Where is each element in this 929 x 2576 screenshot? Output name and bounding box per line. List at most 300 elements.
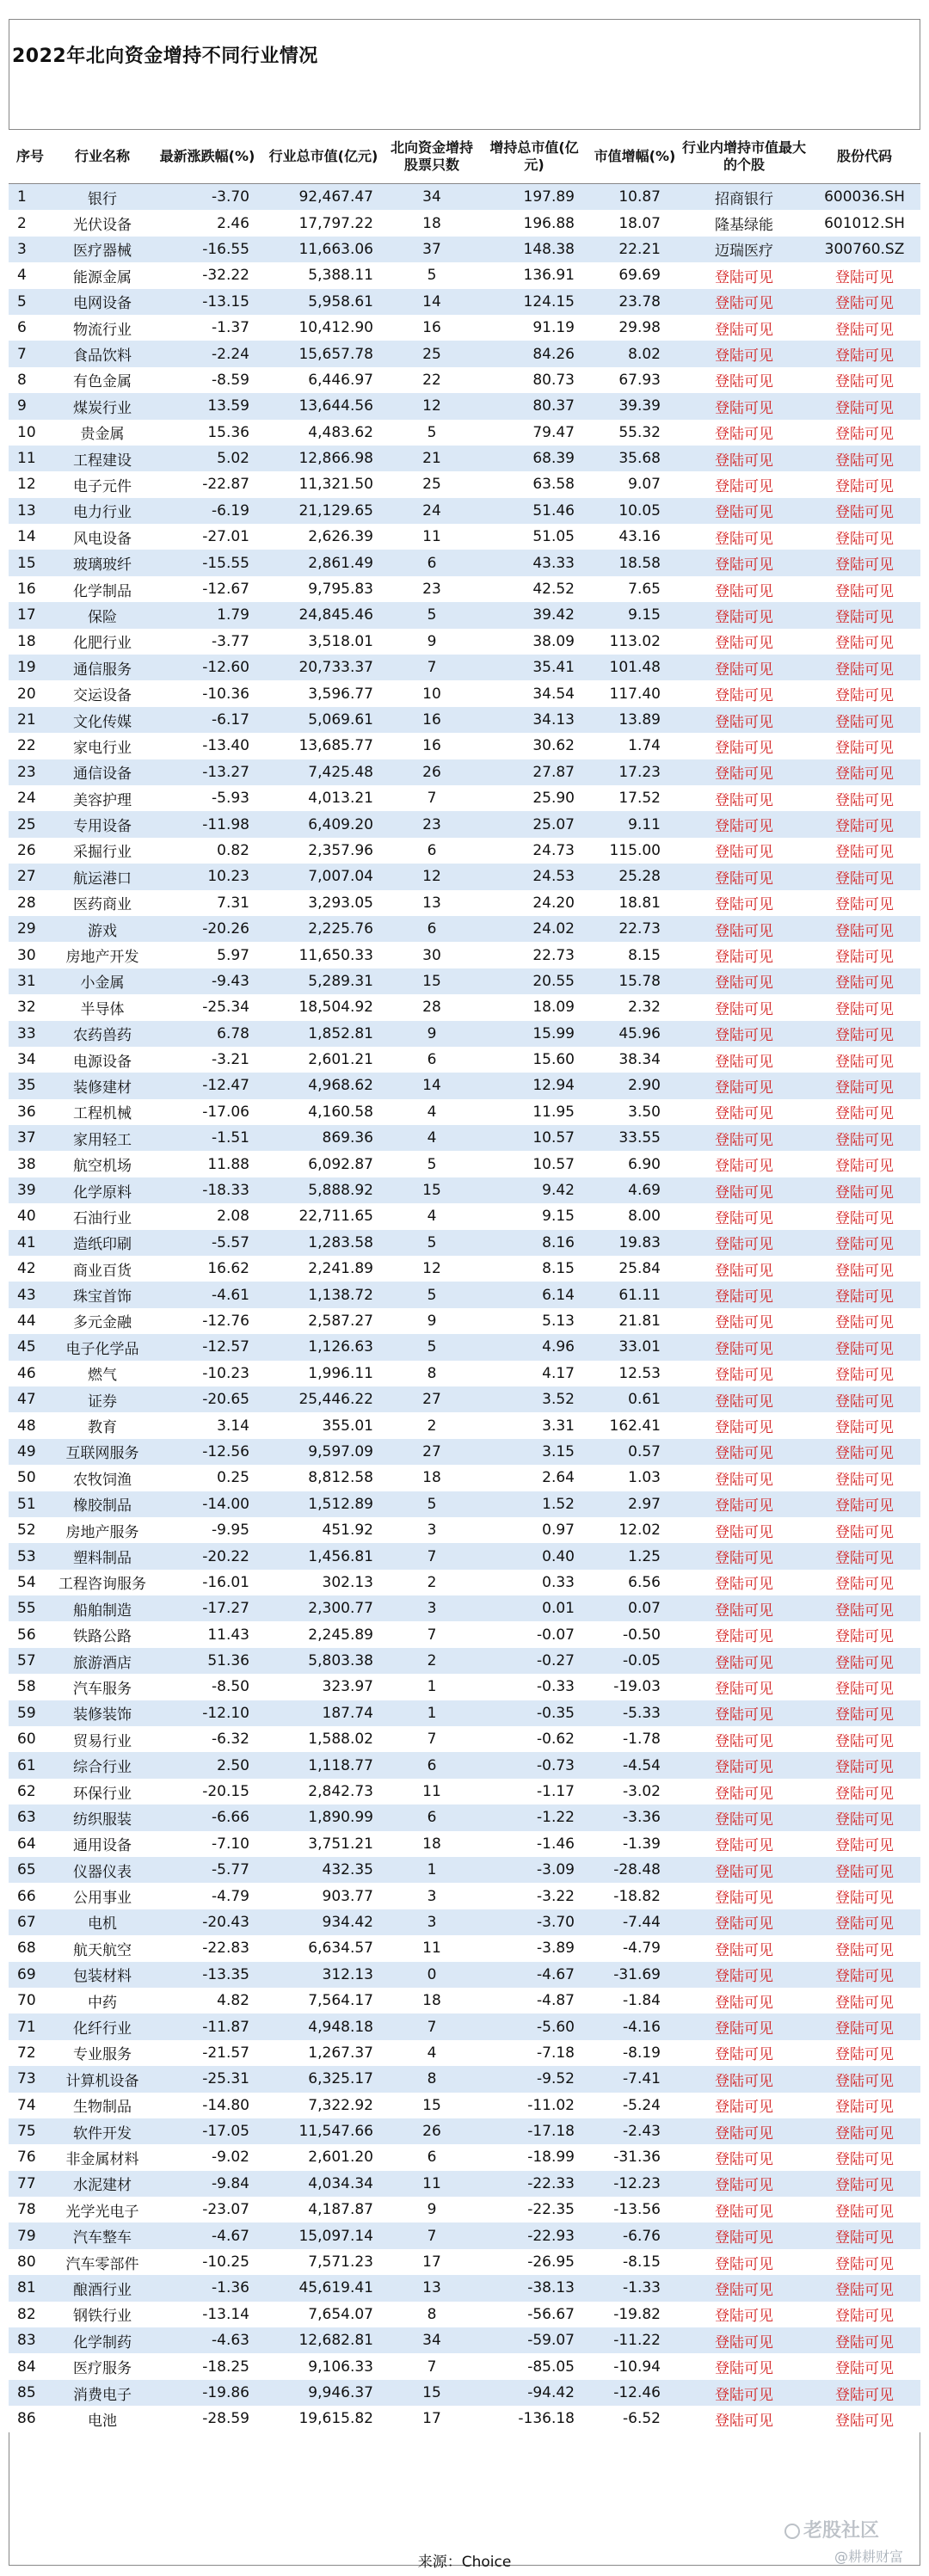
industry-name: 电力行业 [52,498,153,524]
top-stock: 登陆可见 [680,1125,809,1151]
market-cap: 10,412.90 [261,315,385,341]
table-row [9,1361,920,1386]
top-stock: 登陆可见 [680,2302,809,2327]
stock-count: 13 [385,890,478,916]
stock-count: 17 [385,2249,478,2275]
stock-code: 登陆可见 [809,1361,920,1386]
top-stock: 登陆可见 [680,2144,809,2170]
market-cap: 2,587.27 [261,1308,385,1334]
top-stock: 登陆可见 [680,446,809,471]
industry-name: 贵金属 [52,420,153,446]
top-stock: 登陆可见 [680,1099,809,1125]
stock-count: 16 [385,733,478,759]
increase-pct: -13.56 [590,2197,680,2222]
market-cap: 323.97 [261,1674,385,1700]
industry-name: 通用设备 [52,1831,153,1857]
stock-count: 9 [385,629,478,655]
increase-value: -56.67 [478,2302,590,2327]
increase-pct: -3.36 [590,1804,680,1830]
market-cap: 7,571.23 [261,2249,385,2275]
top-stock: 登陆可见 [680,602,809,628]
increase-pct: 6.56 [590,1570,680,1595]
stock-count: 1 [385,1700,478,1726]
table-row [9,1883,920,1909]
stock-count: 5 [385,1491,478,1517]
change-pct: -12.67 [153,576,261,602]
increase-value: 24.73 [478,838,590,864]
change-pct: -6.66 [153,1804,261,1830]
market-cap: 17,797.22 [261,210,385,236]
table-row [9,785,920,811]
table-row [9,1935,920,1961]
top-stock: 登陆可见 [680,2093,809,2118]
change-pct: -18.25 [153,2353,261,2379]
market-cap: 4,948.18 [261,2013,385,2039]
increase-value: 84.26 [478,341,590,366]
top-stock: 登陆可见 [680,994,809,1020]
increase-pct: 117.40 [590,680,680,706]
row-index: 23 [9,759,52,785]
industry-name: 房地产开发 [52,942,153,968]
industry-name: 证券 [52,1386,153,1412]
row-index: 28 [9,890,52,916]
stock-count: 23 [385,576,478,602]
industry-name: 美容护理 [52,785,153,811]
industry-name: 橡胶制品 [52,1491,153,1517]
column-header: 行业内增持市值最大的个股 [680,130,809,184]
market-cap: 451.92 [261,1517,385,1543]
stock-count: 9 [385,1021,478,1047]
stock-count: 9 [385,1308,478,1334]
top-stock: 登陆可见 [680,864,809,889]
industry-name: 医疗服务 [52,2353,153,2379]
market-cap: 2,842.73 [261,1779,385,1804]
row-index: 15 [9,550,52,575]
stock-code: 登陆可见 [809,2013,920,2039]
industry-name: 专业服务 [52,2040,153,2066]
industry-name: 房地产服务 [52,1517,153,1543]
market-cap: 25,446.22 [261,1386,385,1412]
industry-name: 造纸印刷 [52,1230,153,1256]
row-index: 38 [9,1151,52,1177]
change-pct: -8.50 [153,1674,261,1700]
table-row [9,1752,920,1778]
table-row [9,524,920,550]
stock-code: 登陆可见 [809,602,920,628]
industry-name: 仪器仪表 [52,1857,153,1883]
stock-code: 登陆可见 [809,1151,920,1177]
top-stock: 登陆可见 [680,1595,809,1621]
stock-count: 18 [385,1988,478,2013]
change-pct: -4.79 [153,1883,261,1909]
row-index: 13 [9,498,52,524]
market-cap: 3,596.77 [261,680,385,706]
stock-count: 4 [385,1125,478,1151]
market-cap: 20,733.37 [261,655,385,680]
increase-value: 34.54 [478,680,590,706]
stock-count: 14 [385,289,478,315]
top-stock: 登陆可见 [680,1674,809,1700]
top-stock: 登陆可见 [680,942,809,968]
increase-value: 79.47 [478,420,590,446]
stock-code: 登陆可见 [809,1386,920,1412]
change-pct: -9.95 [153,1517,261,1543]
increase-pct: 3.50 [590,1099,680,1125]
industry-name: 航运港口 [52,864,153,889]
table-row [9,655,920,680]
stock-code: 登陆可见 [809,916,920,942]
increase-value: -22.35 [478,2197,590,2222]
row-index: 59 [9,1700,52,1726]
market-cap: 7,654.07 [261,2302,385,2327]
row-index: 68 [9,1935,52,1961]
row-index: 37 [9,1125,52,1151]
market-cap: 9,597.09 [261,1439,385,1465]
change-pct: -16.01 [153,1570,261,1595]
stock-code: 登陆可见 [809,1831,920,1857]
increase-pct: 101.48 [590,655,680,680]
industry-name: 电子元件 [52,471,153,497]
increase-pct: -4.16 [590,2013,680,2039]
change-pct: 3.14 [153,1412,261,1438]
stock-count: 5 [385,1282,478,1307]
increase-pct: -6.52 [590,2406,680,2432]
change-pct: -4.67 [153,2222,261,2248]
table-row [9,1203,920,1229]
stock-code: 登陆可见 [809,2222,920,2248]
market-cap: 1,890.99 [261,1804,385,1830]
row-index: 43 [9,1282,52,1307]
industry-name: 电子化学品 [52,1334,153,1360]
increase-value: -0.35 [478,1700,590,1726]
industry-name: 非金属材料 [52,2144,153,2170]
industry-name: 包装材料 [52,1962,153,1988]
change-pct: -13.27 [153,759,261,785]
table-row [9,2222,920,2248]
market-cap: 934.42 [261,1909,385,1935]
change-pct: -4.63 [153,2327,261,2353]
top-stock: 登陆可见 [680,2118,809,2144]
increase-value: -0.07 [478,1621,590,1647]
table-row [9,2093,920,2118]
increase-value: 80.73 [478,367,590,393]
increase-value: 91.19 [478,315,590,341]
table-row [9,1857,920,1883]
change-pct: -12.10 [153,1700,261,1726]
increase-pct: 22.73 [590,916,680,942]
stock-count: 6 [385,1804,478,1830]
increase-pct: 6.90 [590,1151,680,1177]
top-stock: 登陆可见 [680,759,809,785]
stock-code: 登陆可见 [809,2066,920,2092]
stock-code: 登陆可见 [809,2171,920,2197]
top-stock: 登陆可见 [680,733,809,759]
change-pct: -21.57 [153,2040,261,2066]
top-stock: 登陆可见 [680,1543,809,1569]
row-index: 80 [9,2249,52,2275]
increase-pct: 1.25 [590,1543,680,1569]
increase-value: 4.17 [478,1361,590,1386]
row-index: 41 [9,1230,52,1256]
top-stock: 登陆可见 [680,1465,809,1491]
market-cap: 1,138.72 [261,1282,385,1307]
stock-code: 登陆可见 [809,733,920,759]
increase-pct: 113.02 [590,629,680,655]
increase-pct: 35.68 [590,446,680,471]
stock-count: 5 [385,262,478,288]
stock-count: 4 [385,1203,478,1229]
increase-value: -17.18 [478,2118,590,2144]
row-index: 71 [9,2013,52,2039]
stock-count: 37 [385,237,478,262]
stock-count: 7 [385,2013,478,2039]
table-row [9,341,920,366]
industry-name: 能源金属 [52,262,153,288]
market-cap: 4,187.87 [261,2197,385,2222]
table-row [9,2327,920,2353]
market-cap: 5,289.31 [261,968,385,994]
increase-value: 38.09 [478,629,590,655]
top-stock: 登陆可见 [680,1648,809,1674]
top-stock: 登陆可见 [680,1256,809,1282]
increase-value: 35.41 [478,655,590,680]
top-stock: 登陆可见 [680,2327,809,2353]
increase-pct: 45.96 [590,1021,680,1047]
increase-pct: 4.69 [590,1177,680,1203]
top-stock: 登陆可见 [680,2222,809,2248]
change-pct: -16.55 [153,237,261,262]
increase-value: 68.39 [478,446,590,471]
industry-name: 医疗器械 [52,237,153,262]
stock-code: 登陆可见 [809,1909,920,1935]
top-stock: 登陆可见 [680,707,809,733]
top-stock: 登陆可见 [680,1230,809,1256]
increase-pct: -3.02 [590,1779,680,1804]
stock-count: 18 [385,1831,478,1857]
stock-count: 6 [385,916,478,942]
stock-code: 登陆可见 [809,498,920,524]
industry-name: 公用事业 [52,1883,153,1909]
table-row [9,942,920,968]
industry-name: 工程机械 [52,1099,153,1125]
column-header: 股份代码 [809,130,920,184]
industry-name: 互联网服务 [52,1439,153,1465]
change-pct: -18.33 [153,1177,261,1203]
increase-pct: -1.84 [590,1988,680,2013]
increase-pct: -12.23 [590,2171,680,2197]
stock-count: 27 [385,1439,478,1465]
stock-code: 登陆可见 [809,942,920,968]
industry-name: 专用设备 [52,811,153,837]
stock-count: 18 [385,210,478,236]
increase-pct: 12.02 [590,1517,680,1543]
stock-code: 登陆可见 [809,1804,920,1830]
increase-pct: -5.24 [590,2093,680,2118]
increase-value: -7.18 [478,2040,590,2066]
increase-pct: 2.32 [590,994,680,1020]
table-row [9,811,920,837]
increase-pct: 10.87 [590,184,680,211]
stock-code: 登陆可见 [809,1256,920,1282]
increase-value: -136.18 [478,2406,590,2432]
increase-value: -94.42 [478,2380,590,2406]
row-index: 64 [9,1831,52,1857]
table-row [9,2353,920,2379]
increase-value: 3.15 [478,1439,590,1465]
table-row [9,210,920,236]
row-index: 79 [9,2222,52,2248]
increase-value: 8.16 [478,1230,590,1256]
market-cap: 18,504.92 [261,994,385,1020]
stock-count: 8 [385,2302,478,2327]
top-stock: 登陆可见 [680,1203,809,1229]
industry-name: 游戏 [52,916,153,942]
change-pct: -20.22 [153,1543,261,1569]
increase-pct: 2.90 [590,1073,680,1098]
increase-pct: 10.05 [590,498,680,524]
increase-value: -0.27 [478,1648,590,1674]
stock-count: 3 [385,1517,478,1543]
stock-code: 登陆可见 [809,890,920,916]
top-stock: 登陆可见 [680,629,809,655]
industry-name: 煤炭行业 [52,393,153,419]
column-header: 北向资金增持股票只数 [385,130,478,184]
market-cap: 11,321.50 [261,471,385,497]
increase-value: -11.02 [478,2093,590,2118]
stock-count: 14 [385,1073,478,1098]
top-stock: 登陆可见 [680,498,809,524]
row-index: 75 [9,2118,52,2144]
row-index: 2 [9,210,52,236]
table-row [9,1517,920,1543]
market-cap: 2,245.89 [261,1621,385,1647]
stock-count: 27 [385,1386,478,1412]
top-stock: 登陆可见 [680,576,809,602]
row-index: 70 [9,1988,52,2013]
increase-pct: 7.65 [590,576,680,602]
increase-value: 25.07 [478,811,590,837]
increase-pct: 1.74 [590,733,680,759]
table-row [9,707,920,733]
table-row [9,2249,920,2275]
increase-value: 51.46 [478,498,590,524]
increase-pct: 55.32 [590,420,680,446]
increase-pct: -4.79 [590,1935,680,1961]
stock-code: 登陆可见 [809,1674,920,1700]
row-index: 36 [9,1099,52,1125]
top-stock: 登陆可见 [680,2406,809,2432]
stock-count: 2 [385,1570,478,1595]
market-cap: 1,126.63 [261,1334,385,1360]
column-header: 行业名称 [52,130,153,184]
increase-pct: -28.48 [590,1857,680,1883]
change-pct: 0.25 [153,1465,261,1491]
top-stock: 登陆可见 [680,1517,809,1543]
increase-pct: -31.36 [590,2144,680,2170]
stock-count: 21 [385,446,478,471]
row-index: 16 [9,576,52,602]
row-index: 32 [9,994,52,1020]
top-stock: 登陆可见 [680,1334,809,1360]
top-stock: 登陆可见 [680,1935,809,1961]
market-cap: 6,092.87 [261,1151,385,1177]
stock-count: 23 [385,811,478,837]
industry-name: 医药商业 [52,890,153,916]
table-row [9,1779,920,1804]
top-stock: 登陆可见 [680,1151,809,1177]
market-cap: 2,861.49 [261,550,385,575]
market-cap: 2,241.89 [261,1256,385,1282]
table-row [9,2144,920,2170]
table-row [9,2013,920,2039]
stock-code: 登陆可见 [809,1621,920,1647]
stock-count: 10 [385,680,478,706]
table-row [9,1099,920,1125]
change-pct: -6.17 [153,707,261,733]
industry-name: 家电行业 [52,733,153,759]
top-stock: 登陆可见 [680,2040,809,2066]
stock-count: 5 [385,1230,478,1256]
market-cap: 2,300.77 [261,1595,385,1621]
change-pct: 2.08 [153,1203,261,1229]
industry-name: 工程建设 [52,446,153,471]
table-row [9,629,920,655]
industry-name: 水泥建材 [52,2171,153,2197]
increase-pct: -4.54 [590,1752,680,1778]
top-stock: 登陆可见 [680,2066,809,2092]
increase-value: 34.13 [478,707,590,733]
increase-pct: 0.07 [590,1595,680,1621]
market-cap: 3,293.05 [261,890,385,916]
stock-count: 5 [385,602,478,628]
stock-count: 7 [385,1543,478,1569]
stock-code: 登陆可见 [809,655,920,680]
row-index: 65 [9,1857,52,1883]
market-cap: 869.36 [261,1125,385,1151]
stock-code: 登陆可见 [809,1700,920,1726]
increase-pct: 23.78 [590,289,680,315]
change-pct: 13.59 [153,393,261,419]
stock-code: 登陆可见 [809,1962,920,1988]
change-pct: -8.59 [153,367,261,393]
header-row [9,130,920,184]
change-pct: -20.43 [153,1909,261,1935]
market-cap: 302.13 [261,1570,385,1595]
stock-code: 登陆可见 [809,1570,920,1595]
stock-code: 登陆可见 [809,629,920,655]
stock-code: 登陆可见 [809,367,920,393]
increase-pct: -10.94 [590,2353,680,2379]
table-row [9,1621,920,1647]
top-stock: 登陆可见 [680,2171,809,2197]
row-index: 1 [9,184,52,211]
change-pct: -22.87 [153,471,261,497]
row-index: 60 [9,1726,52,1752]
top-stock: 登陆可见 [680,1491,809,1517]
table-row [9,367,920,393]
table-row [9,237,920,262]
market-cap: 19,615.82 [261,2406,385,2432]
industry-name: 多元金融 [52,1308,153,1334]
market-cap: 6,634.57 [261,1935,385,1961]
stock-code: 登陆可见 [809,1595,920,1621]
top-stock: 登陆可见 [680,420,809,446]
stock-count: 11 [385,1779,478,1804]
market-cap: 2,601.20 [261,2144,385,2170]
row-index: 25 [9,811,52,837]
change-pct: 51.36 [153,1648,261,1674]
market-cap: 2,225.76 [261,916,385,942]
